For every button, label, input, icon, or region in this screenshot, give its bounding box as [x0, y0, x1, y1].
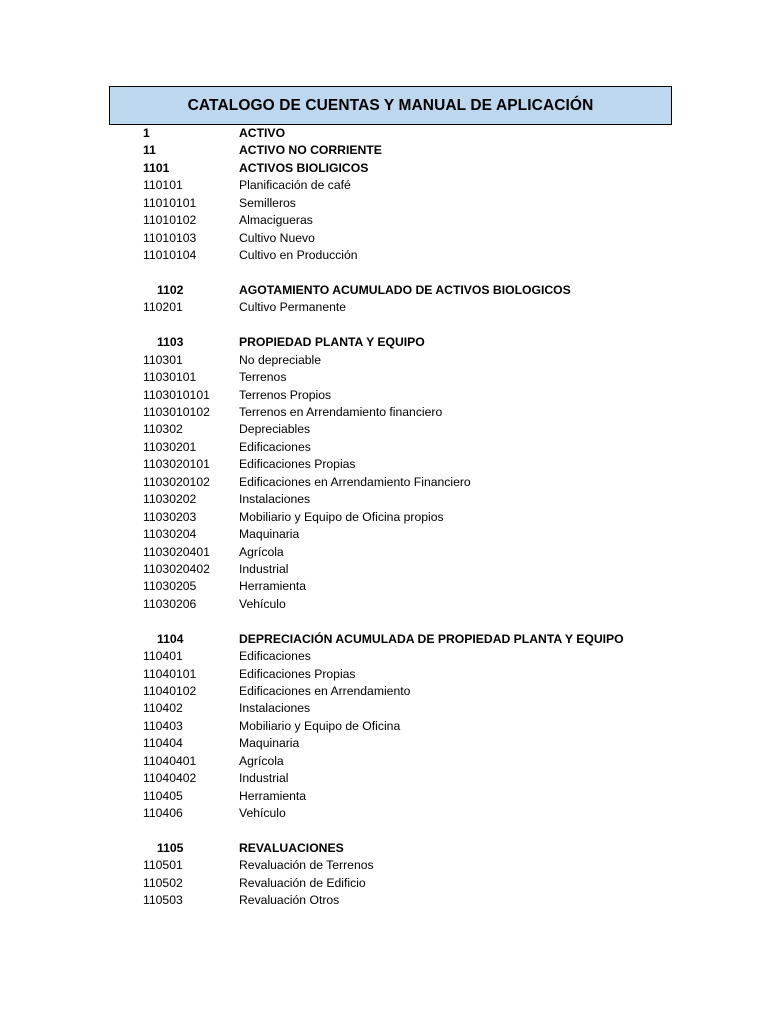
- account-name: Terrenos Propios: [239, 387, 332, 402]
- account-row: [0, 404, 768, 421]
- account-row: [0, 369, 768, 386]
- account-code: 11: [143, 143, 156, 158]
- account-code: 1101: [143, 160, 170, 175]
- account-code: 110502: [143, 875, 183, 890]
- account-row: [0, 718, 768, 735]
- account-name: ACTIVO: [239, 126, 286, 140]
- account-row: [0, 195, 768, 212]
- account-row: [0, 491, 768, 508]
- account-code: 1103020402: [143, 561, 210, 576]
- account-code: 11030203: [143, 509, 197, 524]
- account-code: 11010104: [143, 248, 197, 263]
- account-code: 11030206: [143, 596, 197, 611]
- account-row: [0, 648, 768, 665]
- account-name: Edificaciones Propias: [239, 457, 356, 472]
- account-name: AGOTAMIENTO ACUMULADO DE ACTIVOS BIOLOGICOS: [239, 282, 571, 297]
- account-row: [0, 509, 768, 526]
- account-code: 11010103: [143, 230, 197, 245]
- account-name: Depreciables: [239, 422, 311, 437]
- account-name: Semilleros: [239, 195, 296, 210]
- account-name: Agrícola: [239, 544, 284, 559]
- account-group-row: [0, 282, 768, 299]
- account-code: 11030204: [143, 527, 197, 542]
- account-code: 1103: [157, 335, 184, 350]
- account-row: [0, 212, 768, 229]
- account-name: Vehículo: [239, 806, 286, 821]
- account-code: 110101: [143, 178, 183, 193]
- account-code: 11030101: [143, 370, 197, 385]
- account-name: Industrial: [239, 771, 289, 786]
- account-row: [0, 683, 768, 700]
- account-name: ACTIVOS BIOLIGICOS: [239, 160, 369, 175]
- account-name: DEPRECIACIÓN ACUMULADA DE PROPIEDAD PLANTA Y EQUIPO: [239, 631, 624, 646]
- account-name: Mobiliario y Equipo de Oficina: [239, 718, 401, 733]
- account-code: 1103020102: [143, 474, 210, 489]
- account-code: 11040102: [143, 684, 197, 698]
- account-row: [0, 805, 768, 822]
- account-row: [0, 474, 768, 491]
- account-code: 1: [143, 126, 150, 140]
- account-code: 1105: [157, 840, 184, 855]
- account-code: 1104: [157, 631, 184, 646]
- account-code: 1102: [157, 282, 184, 297]
- account-code: 110201: [143, 300, 183, 315]
- account-row: [0, 439, 768, 456]
- blank-spacer-row: [0, 613, 768, 630]
- account-row: [0, 561, 768, 578]
- document-title-box: [109, 86, 672, 125]
- account-code: 1103010101: [143, 387, 210, 402]
- account-row: [0, 735, 768, 752]
- account-name: Cultivo Permanente: [239, 300, 347, 315]
- account-row: [0, 544, 768, 561]
- blank-spacer-row: [0, 317, 768, 334]
- account-row: [0, 177, 768, 194]
- account-name: Terrenos en Arrendamiento financiero: [239, 405, 443, 419]
- account-name: Vehículo: [239, 596, 286, 611]
- account-name: REVALUACIONES: [239, 840, 344, 855]
- account-code: 110302: [143, 422, 183, 437]
- account-code: 11040402: [143, 771, 197, 786]
- account-name: Almacigueras: [239, 213, 313, 228]
- account-code: 11040401: [143, 753, 197, 768]
- account-code: 11010102: [143, 213, 197, 228]
- account-row: [0, 596, 768, 613]
- account-row: [0, 578, 768, 595]
- account-row: [0, 666, 768, 683]
- account-group-row: [0, 334, 768, 351]
- account-name: Herramienta: [239, 788, 307, 803]
- account-code: 110403: [143, 718, 183, 733]
- account-code: 110405: [143, 788, 183, 803]
- account-name: Instalaciones: [239, 701, 311, 716]
- account-row: [0, 788, 768, 805]
- account-row: [0, 247, 768, 264]
- account-group-row: [0, 631, 768, 648]
- account-name: Mobiliario y Equipo de Oficina propios: [239, 509, 444, 524]
- account-row: [0, 857, 768, 874]
- account-code: 1103020101: [143, 457, 210, 472]
- account-code: 110401: [143, 649, 183, 664]
- account-name: Revaluación de Terrenos: [239, 858, 374, 873]
- account-row: [0, 770, 768, 787]
- account-row: [0, 352, 768, 369]
- account-group-row: [0, 840, 768, 857]
- account-name: ACTIVO NO CORRIENTE: [239, 143, 382, 158]
- account-row: [0, 299, 768, 316]
- account-group-row: [0, 142, 768, 159]
- account-code: 11010101: [143, 195, 197, 210]
- account-name: Maquinaria: [239, 527, 300, 542]
- account-name: Edificaciones en Arrendamiento Financiero: [239, 474, 471, 489]
- blank-spacer-row: [0, 265, 768, 282]
- account-row: [0, 753, 768, 770]
- account-code: 110301: [143, 352, 183, 367]
- account-code: 11030205: [143, 579, 197, 594]
- account-name: Edificaciones en Arrendamiento: [239, 684, 411, 698]
- account-row: [0, 456, 768, 473]
- account-row: [0, 387, 768, 404]
- account-code: 110406: [143, 806, 183, 821]
- account-row: [0, 421, 768, 438]
- account-row: [0, 230, 768, 247]
- account-name: Agrícola: [239, 753, 284, 768]
- account-name: Cultivo en Producción: [239, 248, 358, 263]
- account-name: Edificaciones Propias: [239, 666, 356, 681]
- blank-spacer-row: [0, 823, 768, 840]
- account-name: Maquinaria: [239, 736, 300, 751]
- account-code: 11030201: [143, 439, 197, 454]
- account-group-row: [0, 160, 768, 177]
- account-catalog-list: [0, 125, 768, 910]
- account-name: Industrial: [239, 561, 289, 576]
- account-row: [0, 526, 768, 543]
- account-name: Planificación de café: [239, 178, 351, 193]
- account-code: 11030202: [143, 492, 197, 507]
- account-name: Cultivo Nuevo: [239, 230, 315, 245]
- account-row: [0, 700, 768, 717]
- account-code: 11040101: [143, 666, 197, 681]
- account-name: Edificaciones: [239, 649, 311, 664]
- account-name: Instalaciones: [239, 492, 311, 507]
- account-code: 110503: [143, 893, 183, 908]
- account-name: PROPIEDAD PLANTA Y EQUIPO: [239, 335, 425, 350]
- account-code: 110402: [143, 701, 183, 716]
- account-row: [0, 892, 768, 909]
- account-name: Terrenos: [239, 370, 287, 385]
- account-name: No depreciable: [239, 352, 321, 367]
- account-name: Herramienta: [239, 579, 307, 594]
- document-title: CATALOGO DE CUENTAS Y MANUAL DE APLICACIÓN: [187, 96, 594, 114]
- account-name: Edificaciones: [239, 439, 311, 454]
- account-code: 1103020401: [143, 544, 210, 559]
- account-code: 110404: [143, 736, 183, 751]
- account-code: 110501: [143, 858, 183, 873]
- account-name: Revaluación Otros: [239, 893, 340, 908]
- account-name: Revaluación de Edificio: [239, 875, 366, 890]
- account-code: 1103010102: [143, 405, 210, 419]
- account-row: [0, 875, 768, 892]
- account-group-row: [0, 125, 768, 142]
